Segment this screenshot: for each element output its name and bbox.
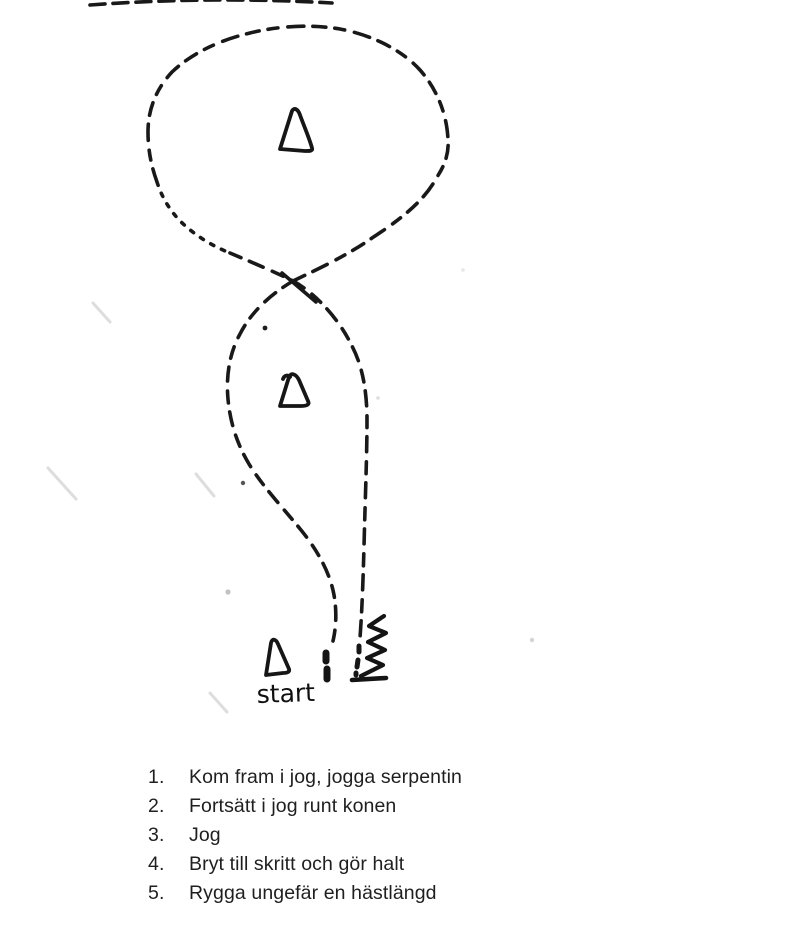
list-item-number: 3.: [148, 824, 165, 846]
track-large-loop-dotted-arc: [157, 182, 230, 253]
zigzag-base-stroke: [352, 678, 386, 680]
list-item-text: Rygga ungefär en hästlängd: [189, 882, 437, 904]
list-item-text: Bryt till skritt och gör halt: [189, 853, 405, 875]
list-item-number: 5.: [148, 882, 165, 904]
list-item: [148, 792, 708, 821]
stray-ink-dot: [241, 481, 245, 485]
stray-ink-dot: [263, 326, 268, 331]
track-start-dots: [326, 653, 327, 679]
list-item: [148, 850, 708, 879]
list-item-number: 2.: [148, 795, 165, 817]
cone-start-icon: [266, 640, 289, 675]
start-label: start: [256, 677, 316, 709]
track-top-cutoff-segment: [90, 0, 332, 5]
instruction-list: [148, 763, 708, 908]
list-item: [148, 821, 708, 850]
cone-top-icon: [280, 109, 312, 151]
zigzag-back-up-mark: [361, 616, 386, 676]
list-item-text: Jog: [189, 824, 221, 846]
list-item-text: Kom fram i jog, jogga serpentin: [189, 766, 462, 788]
list-item: [148, 763, 708, 792]
cone-middle-apex-tail: [283, 376, 290, 379]
list-item: [148, 879, 708, 908]
list-item-text: Fortsätt i jog runt konen: [189, 795, 397, 817]
track-large-loop: [148, 26, 448, 281]
track-teardrop-left-and-down: [227, 281, 335, 641]
list-item-number: 1.: [148, 766, 165, 788]
track-halt-dots: [356, 646, 359, 675]
scan-smudges: [48, 268, 534, 712]
track-teardrop-right-and-down: [230, 253, 367, 638]
list-item-number: 4.: [148, 853, 165, 875]
